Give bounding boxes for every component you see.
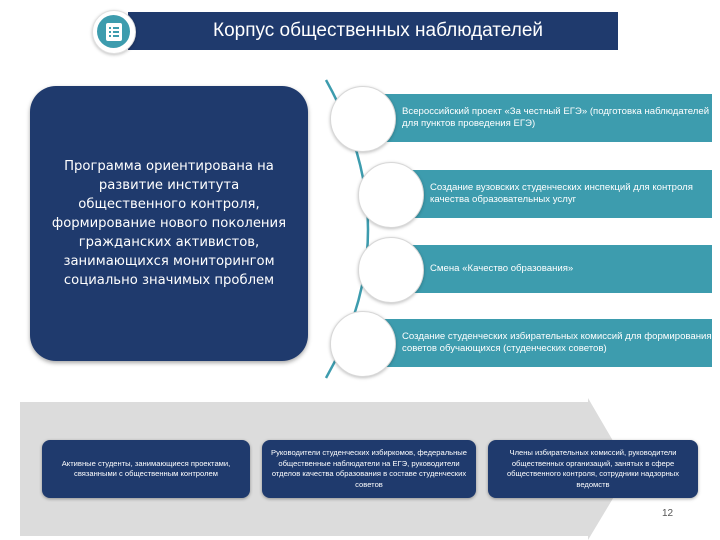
item-circle-1 [330,86,396,152]
page-number: 12 [662,508,674,519]
bottom-box-text-2: Руководители студенческих избиркомов, федеральные общественные наблюдатели на ЕГЭ, руководители отделов качества образования в составе студенческих советов [271,448,467,489]
bottom-box-2 [262,440,476,498]
bottom-box-1 [42,440,250,498]
bottom-box-text-1: Активные студенты, занимающиеся проектами, связанными с общественным контролем [61,458,231,478]
document-list-icon [97,15,130,48]
program-description-box [30,86,308,361]
item-text-4: Создание студенческих избирательных комиссий для формирования советов обучающихся (студенческих советов) [402,330,712,354]
program-description-text: Программа ориентирована на развитие института общественного контроля, формирование нового поколения гражданских активистов, занимающихся мониторингом социально значимых проблем [51,159,287,288]
item-bar-1 [360,94,712,142]
bottom-box-text-3: Члены избирательных комиссий, руководители общественных организаций, занятых в сфере общественного контроля, сотрудники надзорных ведомств [506,448,680,489]
item-circle-3 [358,237,424,303]
item-bar-4 [360,319,712,367]
item-bar-3 [390,245,712,293]
item-circle-4 [330,311,396,377]
item-text-2: Создание вузовских студенческих инспекций для контроля качества образовательных услуг [430,181,693,205]
item-text-1: Всероссийский проект «За честный ЕГЭ» (подготовка наблюдателей для пунктов проведения ЕГЭ) [402,105,710,129]
page-title: Корпус общественных наблюдателей [213,20,543,41]
item-circle-2 [358,162,424,228]
item-text-3: Смена «Качество образования» [430,262,574,274]
bottom-box-3 [488,440,698,498]
item-bar-2 [390,170,712,218]
page-title-bar [128,12,618,50]
